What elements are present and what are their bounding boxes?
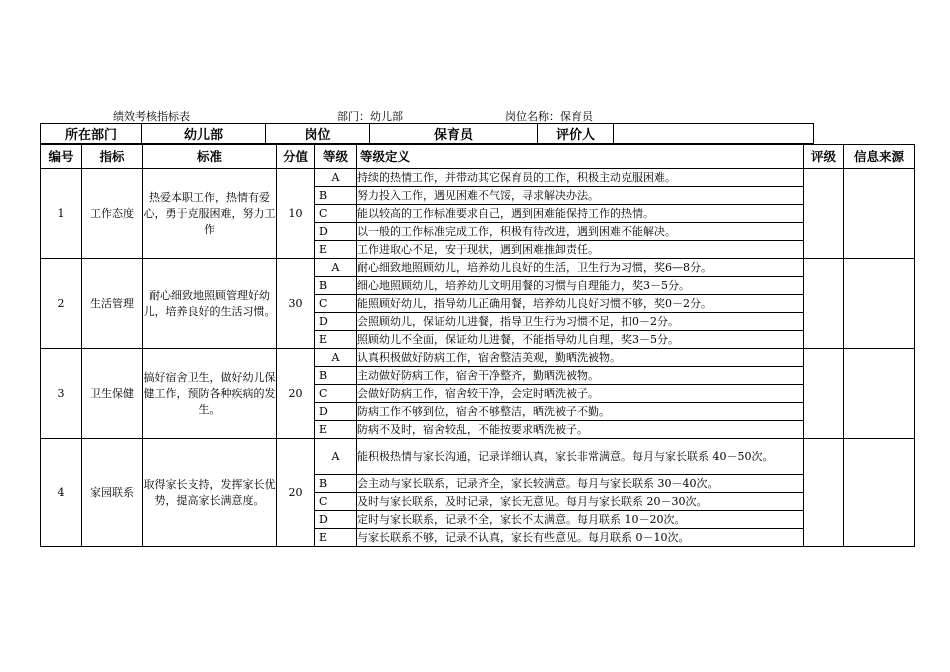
caption-post-value: 保育员 (560, 110, 593, 123)
header-post-value: 保育员 (370, 124, 538, 144)
grade-cell: B (315, 475, 357, 493)
indicator-standard: 搞好宿舍卫生，做好幼儿保健工作，预防各种疾病的发生。 (143, 349, 277, 439)
form-title: 绩效考核指标表 (113, 110, 190, 123)
col-header-no: 编号 (41, 145, 82, 169)
grade-definition: 会照顾幼儿，保证幼儿进餐，指导卫生行为习惯不足，扣0－2分。 (357, 313, 804, 331)
header-post-label: 岗位 (266, 124, 370, 144)
grade-definition: 防病不及时，宿舍较乱，不能按要求晒洗被子。 (357, 421, 804, 439)
grade-cell: D (315, 511, 357, 529)
indicator-no: 1 (41, 169, 82, 259)
grade-definition: 会主动与家长联系，记录齐全，家长较满意。每月与家长联系 30－40次。 (357, 475, 804, 493)
header-department-label: 所在部门 (41, 124, 142, 144)
indicator-score: 30 (277, 259, 315, 349)
header-rater-label: 评价人 (538, 124, 614, 144)
col-header-grade: 等级 (315, 145, 357, 169)
indicator-no: 3 (41, 349, 82, 439)
caption-post-label: 岗位名称： (505, 110, 560, 123)
grade-cell: A (315, 259, 357, 277)
header-table (40, 123, 814, 144)
source-cell[interactable] (844, 259, 915, 349)
indicator-name: 卫生保健 (82, 349, 143, 439)
col-header-definition: 等级定义 (357, 145, 804, 169)
grade-cell: C (315, 295, 357, 313)
source-cell[interactable] (844, 439, 915, 547)
rating-cell[interactable] (804, 259, 844, 349)
table-row (41, 259, 915, 277)
source-cell[interactable] (844, 169, 915, 259)
indicator-name: 家园联系 (82, 439, 143, 547)
indicator-standard: 热爱本职工作，热情有爱心，勇于克服困难，努力工作 (143, 169, 277, 259)
col-header-source: 信息来源 (844, 145, 915, 169)
rating-cell[interactable] (804, 169, 844, 259)
indicator-standard: 耐心细致地照顾管理好幼儿，培养良好的生活习惯。 (143, 259, 277, 349)
indicator-score: 20 (277, 349, 315, 439)
grade-cell: C (315, 385, 357, 403)
grade-definition: 能照顾好幼儿，指导幼儿正确用餐，培养幼儿良好习惯不够，奖0－2分。 (357, 295, 804, 313)
caption-department-label: 部门： (337, 110, 370, 123)
grade-cell: B (315, 367, 357, 385)
grade-definition: 防病工作不够到位，宿舍不够整洁，晒洗被子不勤。 (357, 403, 804, 421)
col-header-rating: 评级 (804, 145, 844, 169)
grade-cell: D (315, 223, 357, 241)
col-header-standard: 标准 (143, 145, 277, 169)
source-cell[interactable] (844, 349, 915, 439)
indicator-score: 10 (277, 169, 315, 259)
indicator-standard: 取得家长支持，发挥家长优势，提高家长满意度。 (143, 439, 277, 547)
grade-cell: B (315, 187, 357, 205)
grade-cell: A (315, 439, 357, 475)
grade-definition: 以一般的工作标准完成工作，积极有待改进，遇到困难不能解决。 (357, 223, 804, 241)
grade-cell: A (315, 349, 357, 367)
table-row (41, 439, 915, 475)
table-row (41, 169, 915, 187)
caption-department (337, 108, 403, 124)
grade-cell: E (315, 331, 357, 349)
grade-definition: 能积极热情与家长沟通，记录详细认真，家长非常满意。每月与家长联系 40－50次。 (357, 439, 804, 475)
grade-definition: 会做好防病工作，宿舍较干净，会定时晒洗被子。 (357, 385, 804, 403)
grade-cell: D (315, 313, 357, 331)
indicator-table (40, 144, 915, 547)
grade-definition: 及时与家长联系，及时记录，家长无意见。每月与家长联系 20－30次。 (357, 493, 804, 511)
indicator-score: 20 (277, 439, 315, 547)
grade-definition: 工作进取心不足，安于现状，遇到困难推卸责任。 (357, 241, 804, 259)
caption-post (505, 108, 593, 124)
indicator-name: 生活管理 (82, 259, 143, 349)
header-department-value: 幼儿部 (142, 124, 266, 144)
grade-definition: 定时与家长联系，记录不全，家长不太满意。每月联系 10－20次。 (357, 511, 804, 529)
grade-cell: A (315, 169, 357, 187)
grade-cell: B (315, 277, 357, 295)
column-header-row (41, 145, 915, 169)
grade-definition: 认真积极做好防病工作，宿舍整洁美观，勤晒洗被物。 (357, 349, 804, 367)
grade-definition: 耐心细致地照顾幼儿，培养幼儿良好的生活，卫生行为习惯，奖6—8分。 (357, 259, 804, 277)
grade-definition: 主动做好防病工作，宿舍干净整齐，勤晒洗被物。 (357, 367, 804, 385)
grade-cell: C (315, 205, 357, 223)
grade-cell: E (315, 529, 357, 547)
grade-cell: C (315, 493, 357, 511)
grade-cell: E (315, 421, 357, 439)
grade-definition: 能以较高的工作标准要求自己，遇到困难能保持工作的热情。 (357, 205, 804, 223)
table-row (41, 349, 915, 367)
grade-definition: 与家长联系不够，记录不认真，家长有些意见。每月联系 0－10次。 (357, 529, 804, 547)
indicator-name: 工作态度 (82, 169, 143, 259)
rating-cell[interactable] (804, 349, 844, 439)
caption-department-value: 幼儿部 (370, 110, 403, 123)
indicator-no: 2 (41, 259, 82, 349)
indicator-no: 4 (41, 439, 82, 547)
header-rater-value[interactable] (614, 124, 814, 144)
grade-cell: E (315, 241, 357, 259)
grade-definition: 持续的热情工作，并带动其它保育员的工作，积极主动克服困难。 (357, 169, 804, 187)
grade-definition: 努力投入工作，遇见困难不气馁，寻求解决办法。 (357, 187, 804, 205)
grade-cell: D (315, 403, 357, 421)
col-header-score: 分值 (277, 145, 315, 169)
col-header-indicator: 指标 (82, 145, 143, 169)
grade-definition: 细心地照顾幼儿，培养幼儿文明用餐的习惯与自理能力，奖3－5分。 (357, 277, 804, 295)
grade-definition: 照顾幼儿不全面，保证幼儿进餐，不能指导幼儿自理，奖3－5分。 (357, 331, 804, 349)
rating-cell[interactable] (804, 439, 844, 547)
